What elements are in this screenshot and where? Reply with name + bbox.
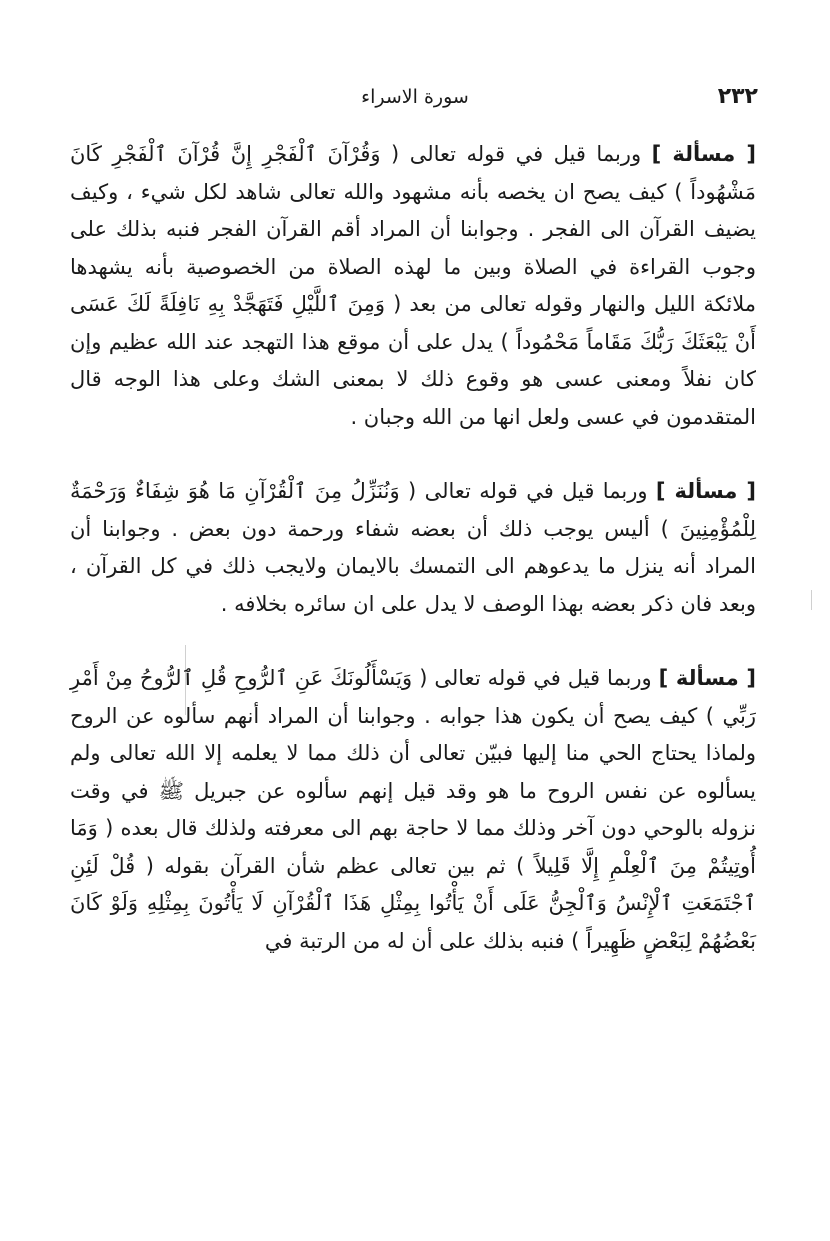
- page-header: [72, 84, 758, 114]
- margin-mark: [811, 590, 812, 610]
- paragraph-text: وربما قيل في قوله تعالى ( وَنُنَزِّلُ مِنَ ٱلْقُرْآنِ مَا هُوَ شِفَاءٌ وَرَحْمَةٌ لِلْمُؤْمِنِينَ ) أليس يوجب ذلك أن بعضه شفاء ورحمة دون بعض . وجوابنا أن المراد أنه ينزل ما يدعوهم الى التمسك بالايمان ولايجب ذلك في كل القرآن ، وبعد فان ذكر بعضه بهذا الوصف لا يدل على ان سائره بخلافه .: [70, 479, 756, 616]
- paragraph-2: [70, 473, 756, 623]
- paragraph-1: [70, 136, 756, 436]
- running-title: سورة الاسراء: [361, 86, 469, 108]
- paragraph-text: وربما قيل في قوله تعالى ( وَقُرْآنَ ٱلْفَجْرِ إِنَّ قُرْآنَ ٱلْفَجْرِ كَانَ مَشْهُوداً ) كيف يصح ان يخصه بأنه مشهود والله تعالى شاهد لكل شيء ، وكيف يضيف القرآن الى الفجر . وجوابنا أن المراد أقم القرآن الفجر فنبه بذلك على وجوب القراءة في الصلاة وبين ما لهذه الصلاة من الخصوصية بأنه يشهدها ملائكة الليل والنهار وقوله تعالى من بعد ( وَمِنَ ٱللَّيْلِ فَتَهَجَّدْ بِهِ نَافِلَةً لَكَ عَسَى أَنْ يَبْعَثَكَ رَبُّكَ مَقَاماً مَحْمُوداً ) يدل على أن موقع هذا التهجد عند الله عظيم وإن كان نفلاً ومعنى عسى هو وقوع ذلك لا بمعنى الشك وعلى هذا الوجه قال المتقدمون في عسى ولعل انها من الله وجبان .: [70, 142, 756, 429]
- issue-label: [ مسألة ]: [651, 142, 756, 166]
- paragraph-text: وربما قيل في قوله تعالى ( وَيَسْأَلُونَكَ عَنِ ٱلرُّوحِ قُلِ ٱلرُّوحُ مِنْ أَمْرِ رَبِّي ) كيف يصح أن يكون هذا جوابه . وجوابنا أن المراد أنهم سألوه عن الروح ولماذا يحتاج الحي منا إليها فبيّن تعالى أن ذلك مما لا يعلمه إلا الله تعالى ولم يسألوه عن نفس الروح ما هو وقد قيل إنهم سألوه عن جبريل ﷺ في وقت نزوله بالوحي دون آخر وذلك مما لا حاجة بهم الى معرفته ولذلك قال بعده ( وَمَا أُوتِيتُمْ مِنَ ٱلْعِلْمِ إِلَّا قَلِيلاً ) ثم بين تعالى عظم شأن القرآن بقوله ( قُلْ لَئِنِ ٱجْتَمَعَتِ ٱلْإِنْسُ وَٱلْجِنُّ عَلَى أَنْ يَأْتُوا بِمِثْلِ هَذَا ٱلْقُرْآنِ لَا يَأْتُونَ بِمِثْلِهِ وَلَوْ كَانَ بَعْضُهُمْ لِبَعْضٍ ظَهِيراً ) فنبه بذلك على أن له من الرتبة في: [70, 666, 756, 953]
- issue-label: [ مسألة ]: [658, 666, 756, 690]
- issue-label: [ مسألة ]: [655, 479, 756, 503]
- page-number: ٢٣٢: [717, 84, 758, 109]
- page-body: [70, 136, 756, 960]
- paragraph-3: [70, 660, 756, 960]
